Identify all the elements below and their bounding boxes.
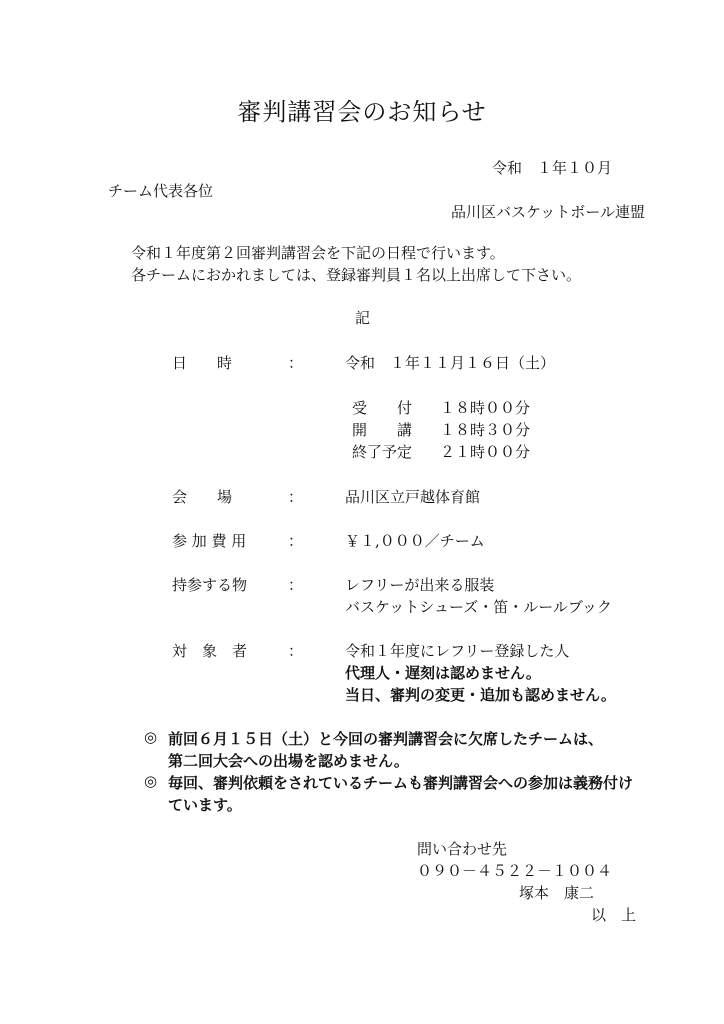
target-colon: ：	[288, 642, 304, 660]
items-line-1: レフリーが出来る服装	[345, 576, 495, 594]
opening-label: 開 講	[352, 421, 413, 439]
closing: 以 上	[591, 906, 637, 924]
schedule-label: 日 時	[172, 354, 233, 372]
schedule-colon: ：	[288, 354, 304, 372]
note-2-mark: ◎	[144, 772, 158, 790]
note-1-mark: ◎	[144, 728, 158, 746]
issue-date: 令和 １年１０月	[492, 159, 613, 177]
fee-colon: ：	[288, 532, 304, 550]
intro-line-2: 各チームにおかれましては、登録審判員１名以上出席して下さい。	[131, 266, 582, 284]
reception-time: １８時００分	[440, 399, 531, 417]
note-2-line-1: 毎回、審判依頼をされているチームも審判講習会への参加は義務付け	[168, 774, 634, 792]
items-label: 持参する物	[172, 576, 248, 594]
reception-label: 受 付	[352, 399, 413, 417]
target-line-1: 令和１年度にレフリー登録した人	[345, 642, 570, 660]
sender: 品川区バスケットボール連盟	[451, 203, 645, 221]
fee-value: ￥１,０００／チーム	[345, 532, 485, 550]
intro-line-1: 令和１年度第２回審判講習会を下記の日程で行います。	[131, 244, 505, 262]
target-label: 対 象 者	[172, 642, 248, 660]
opening-time: １８時３０分	[440, 421, 531, 439]
page-title: 審判講習会のお知らせ	[237, 98, 487, 126]
fee-label: 参 加 費 用	[172, 532, 247, 550]
end-label: 終了予定	[352, 443, 413, 461]
venue-colon: ：	[288, 488, 304, 506]
note-2-line-2: ています。	[168, 796, 242, 814]
target-line-3: 当日、審判の変更・追加も認めません。	[345, 686, 616, 704]
items-line-2: バスケットシューズ・笛・ルールブック	[345, 598, 612, 616]
schedule-value: 令和 １年１１月１６日（土）	[345, 354, 556, 372]
recipient: チーム代表各位	[108, 182, 214, 200]
end-time: ２１時００分	[440, 443, 531, 461]
ki-heading: 記	[355, 309, 371, 327]
note-1-line-1: 前回６月１５日（土）と今回の審判講習会に欠席したチームは、	[168, 730, 604, 748]
items-colon: ：	[288, 576, 304, 594]
contact-phone: ０９０－４５２２－１００４	[417, 862, 613, 880]
target-line-2: 代理人・遅刻は認めません。	[345, 664, 541, 682]
venue-value: 品川区立戸越体育館	[345, 488, 481, 506]
note-1-line-2: 第二回大会への出場を認めません。	[168, 752, 409, 770]
venue-label: 会 場	[172, 488, 233, 506]
contact-name: 塚本 康二	[519, 884, 595, 902]
contact-heading: 問い合わせ先	[417, 840, 508, 858]
